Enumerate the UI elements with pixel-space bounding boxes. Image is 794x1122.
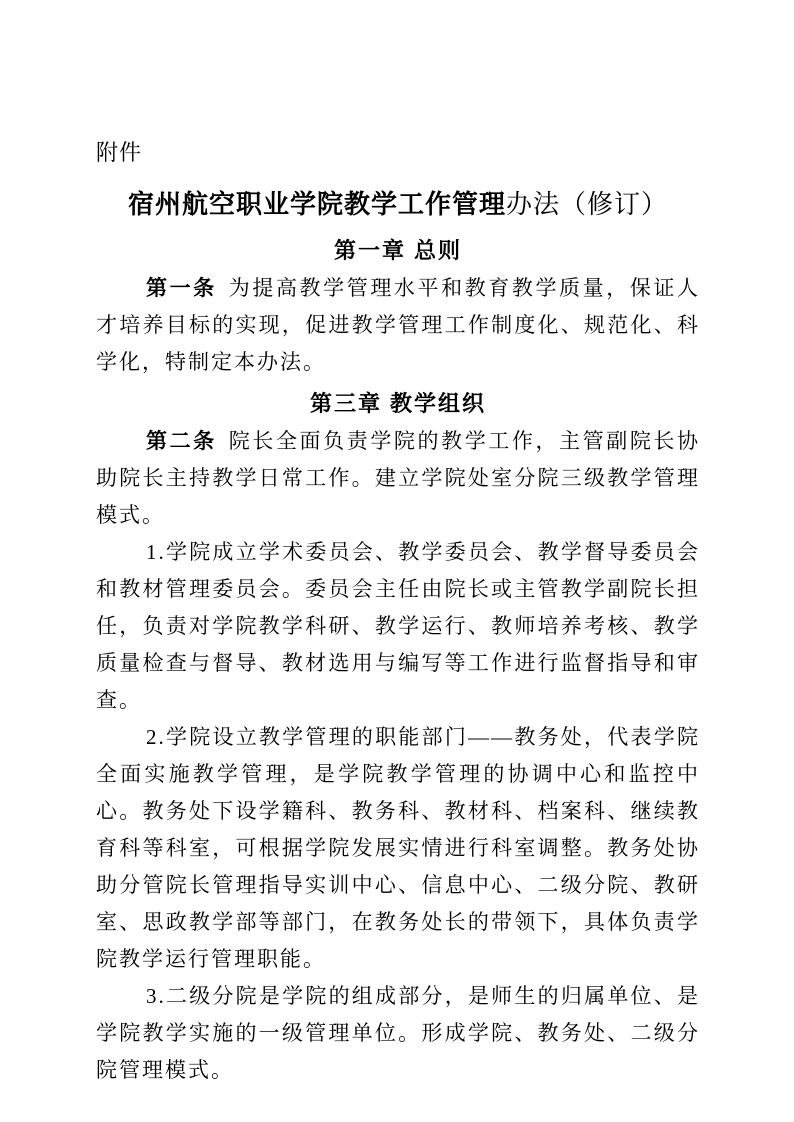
- article-2-number: 第二条: [146, 429, 217, 453]
- article-2-text: 院长全面负责学院的教学工作，主管副院长协助院长主持教学日常工作。建立学院处室分院三级教学管理模式。: [96, 429, 701, 527]
- document-title: [96, 188, 700, 222]
- numbered-item-2: 2.学院设立教学管理的职能部门——教务处，代表学院全面实施教学管理，是学院教学管理的协调中心和监控中心。教务处下设学籍科、教务科、教材科、档案科、继续教育科等科室，可根据学院发展实情进行科室调整。教务处协助分管院长管理指导实训中心、信息中心、二级分院、教研室、思政教学部等部门，在教务处长的带领下，具体负责学院教学运行管理职能。: [96, 725, 700, 971]
- numbered-item-1: 1.学院成立学术委员会、教学委员会、教学督导委员会和教材管理委员会。委员会主任由院长或主管教学副院长担任，负责对学院教学科研、教学运行、教师培养考核、教学质量检查与督导、教材选用与编写等工作进行监督指导和审查。: [96, 540, 700, 712]
- title-segment-suffix: 办法（修订）: [506, 190, 669, 219]
- article-1-number: 第一条: [146, 276, 217, 300]
- chapter-heading-2: 第三章 教学组织: [309, 391, 487, 416]
- attachment-label: 附件: [96, 140, 143, 165]
- numbered-item-3: 3.二级分院是学院的组成部分，是师生的归属单位、是学院教学实施的一级管理单位。形成学院、教务处、二级分院管理模式。: [96, 984, 700, 1082]
- chapter-heading-1: 第一章 总则: [333, 238, 463, 263]
- article-2-paragraph: [96, 423, 700, 534]
- title-segment-primary: 宿州航空职业学院教学: [127, 190, 398, 219]
- article-1-paragraph: [96, 270, 700, 381]
- article-1-text: 为提高教学管理水平和教育教学质量，保证人才培养目标的实现，促进教学管理工作制度化、规范化、科学化，特制定本办法。: [96, 276, 701, 374]
- title-segment-secondary: 工作管理: [397, 190, 506, 219]
